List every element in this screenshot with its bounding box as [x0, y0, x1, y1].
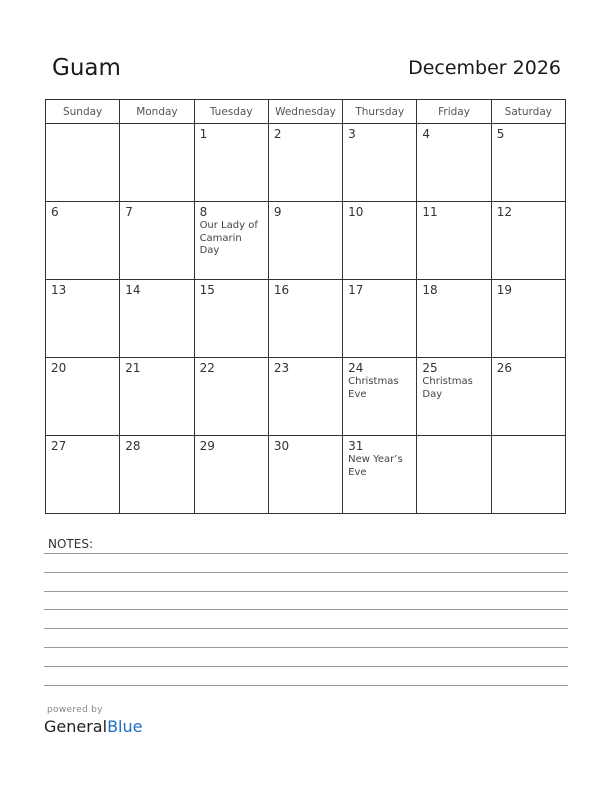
day-cell-content — [120, 280, 193, 298]
calendar-grid — [45, 99, 566, 514]
day-cell-content — [343, 358, 416, 401]
weekday-tuesday: Tuesday — [194, 100, 268, 124]
day-cell-content — [195, 280, 268, 298]
day-cell[interactable] — [343, 436, 417, 514]
day-cell-content — [195, 124, 268, 142]
day-cell[interactable] — [417, 358, 491, 436]
day-number: 21 — [125, 361, 141, 375]
day-cell[interactable] — [491, 358, 565, 436]
day-cell[interactable] — [268, 436, 342, 514]
day-number: 5 — [496, 127, 505, 141]
day-number: 2 — [273, 127, 282, 141]
day-cell-content — [195, 436, 268, 454]
day-cell[interactable] — [194, 280, 268, 358]
week-row — [46, 280, 566, 358]
day-cell[interactable] — [417, 202, 491, 280]
day-cell-content — [120, 436, 193, 454]
day-cell[interactable] — [417, 280, 491, 358]
day-number: 6 — [51, 205, 59, 219]
day-number: 25 — [422, 361, 438, 375]
day-cell-content — [492, 202, 565, 220]
notes-line[interactable] — [44, 553, 568, 554]
day-cell[interactable] — [120, 124, 194, 202]
day-cell[interactable] — [268, 202, 342, 280]
day-number: 8 — [199, 205, 208, 219]
weekday-header-row — [46, 100, 566, 124]
weekday-sunday: Sunday — [46, 100, 120, 124]
day-number: 7 — [125, 205, 133, 219]
day-cell-content — [46, 436, 119, 454]
day-cell[interactable] — [120, 280, 194, 358]
brand-general: General — [44, 717, 108, 736]
holiday-label: Our Lady of Camarin Day — [199, 220, 258, 256]
day-cell[interactable] — [194, 358, 268, 436]
day-cell-content — [120, 358, 193, 376]
day-cell[interactable] — [120, 202, 194, 280]
day-cell[interactable] — [417, 124, 491, 202]
day-cell[interactable] — [268, 358, 342, 436]
notes-line[interactable] — [44, 628, 568, 629]
month-title: December 2026 — [408, 57, 561, 79]
day-number: 22 — [199, 361, 215, 375]
day-cell-content — [343, 436, 416, 479]
day-number: 31 — [348, 439, 364, 453]
day-cell-content — [46, 124, 119, 127]
weekday-saturday: Saturday — [491, 100, 565, 124]
brand-blue: Blue — [107, 717, 143, 736]
day-number: 11 — [422, 205, 438, 219]
weekday-friday: Friday — [417, 100, 491, 124]
day-number: 29 — [199, 439, 215, 453]
day-number: 14 — [125, 283, 141, 297]
day-number: 24 — [348, 361, 364, 375]
holiday-label: Christmas Day — [422, 376, 473, 400]
day-number: 13 — [51, 283, 67, 297]
day-cell-content — [46, 358, 119, 376]
notes-line[interactable] — [44, 666, 568, 667]
day-number: 12 — [496, 205, 512, 219]
day-cell-content — [269, 436, 342, 454]
day-cell-content — [492, 436, 565, 439]
day-cell-content — [269, 358, 342, 376]
day-cell-content — [343, 202, 416, 220]
day-cell-content — [492, 358, 565, 376]
day-cell[interactable] — [417, 436, 491, 514]
day-number: 3 — [348, 127, 356, 141]
weekday-wednesday: Wednesday — [268, 100, 342, 124]
day-cell[interactable] — [46, 358, 120, 436]
day-cell[interactable] — [46, 436, 120, 514]
week-row — [46, 202, 566, 280]
notes-line[interactable] — [44, 609, 568, 610]
day-cell-content — [417, 280, 490, 298]
day-number: 4 — [422, 127, 431, 141]
day-cell-content — [492, 280, 565, 298]
day-cell[interactable] — [343, 124, 417, 202]
day-number: 18 — [422, 283, 438, 297]
day-cell-content — [417, 358, 490, 401]
day-number: 1 — [199, 127, 208, 141]
day-cell[interactable] — [194, 202, 268, 280]
day-number: 27 — [51, 439, 67, 453]
day-cell[interactable] — [491, 202, 565, 280]
holiday-label: New Year’s Eve — [348, 454, 403, 478]
country-title: Guam — [52, 55, 121, 81]
day-number: 9 — [273, 205, 282, 219]
day-cell[interactable] — [343, 280, 417, 358]
day-cell[interactable] — [46, 202, 120, 280]
day-cell[interactable] — [343, 358, 417, 436]
day-cell[interactable] — [268, 124, 342, 202]
day-cell[interactable] — [491, 436, 565, 514]
week-row — [46, 436, 566, 514]
day-cell-content — [120, 202, 193, 220]
day-number: 26 — [496, 361, 512, 375]
day-number: 20 — [51, 361, 67, 375]
day-number: 15 — [199, 283, 215, 297]
day-number: 28 — [125, 439, 141, 453]
generalblue-logo[interactable] — [44, 717, 142, 736]
week-row — [46, 358, 566, 436]
day-number: 30 — [273, 439, 290, 453]
weekday-thursday: Thursday — [343, 100, 417, 124]
day-cell[interactable] — [343, 202, 417, 280]
day-number: 23 — [273, 361, 290, 375]
day-cell[interactable] — [46, 124, 120, 202]
notes-label: NOTES: — [48, 537, 93, 551]
day-cell[interactable] — [268, 280, 342, 358]
weekday-monday: Monday — [120, 100, 194, 124]
day-cell-content — [195, 358, 268, 376]
notes-line[interactable] — [44, 591, 568, 592]
day-cell-content — [417, 124, 490, 142]
day-number: 16 — [273, 283, 290, 297]
day-cell[interactable] — [491, 280, 565, 358]
notes-line[interactable] — [44, 685, 568, 686]
day-cell-content — [120, 124, 193, 127]
notes-line[interactable] — [44, 572, 568, 573]
day-cell-content — [46, 280, 119, 298]
day-cell-content — [269, 280, 342, 298]
powered-by-text: powered by — [47, 705, 103, 715]
day-cell[interactable] — [120, 436, 194, 514]
day-cell[interactable] — [491, 124, 565, 202]
day-cell-content — [269, 202, 342, 220]
day-cell-content — [195, 202, 268, 258]
holiday-label: Christmas Eve — [348, 376, 399, 400]
day-number: 17 — [348, 283, 364, 297]
day-cell-content — [269, 124, 342, 142]
day-number: 10 — [348, 205, 364, 219]
day-cell-content — [492, 124, 565, 142]
notes-line[interactable] — [44, 647, 568, 648]
day-cell-content — [343, 124, 416, 142]
day-cell-content — [417, 202, 490, 220]
day-cell-content — [46, 202, 119, 220]
day-cell-content — [343, 280, 416, 298]
week-row — [46, 124, 566, 202]
day-cell[interactable] — [194, 436, 268, 514]
day-cell[interactable] — [194, 124, 268, 202]
day-cell[interactable] — [120, 358, 194, 436]
day-cell-content — [417, 436, 490, 439]
day-cell[interactable] — [46, 280, 120, 358]
day-number: 19 — [496, 283, 512, 297]
